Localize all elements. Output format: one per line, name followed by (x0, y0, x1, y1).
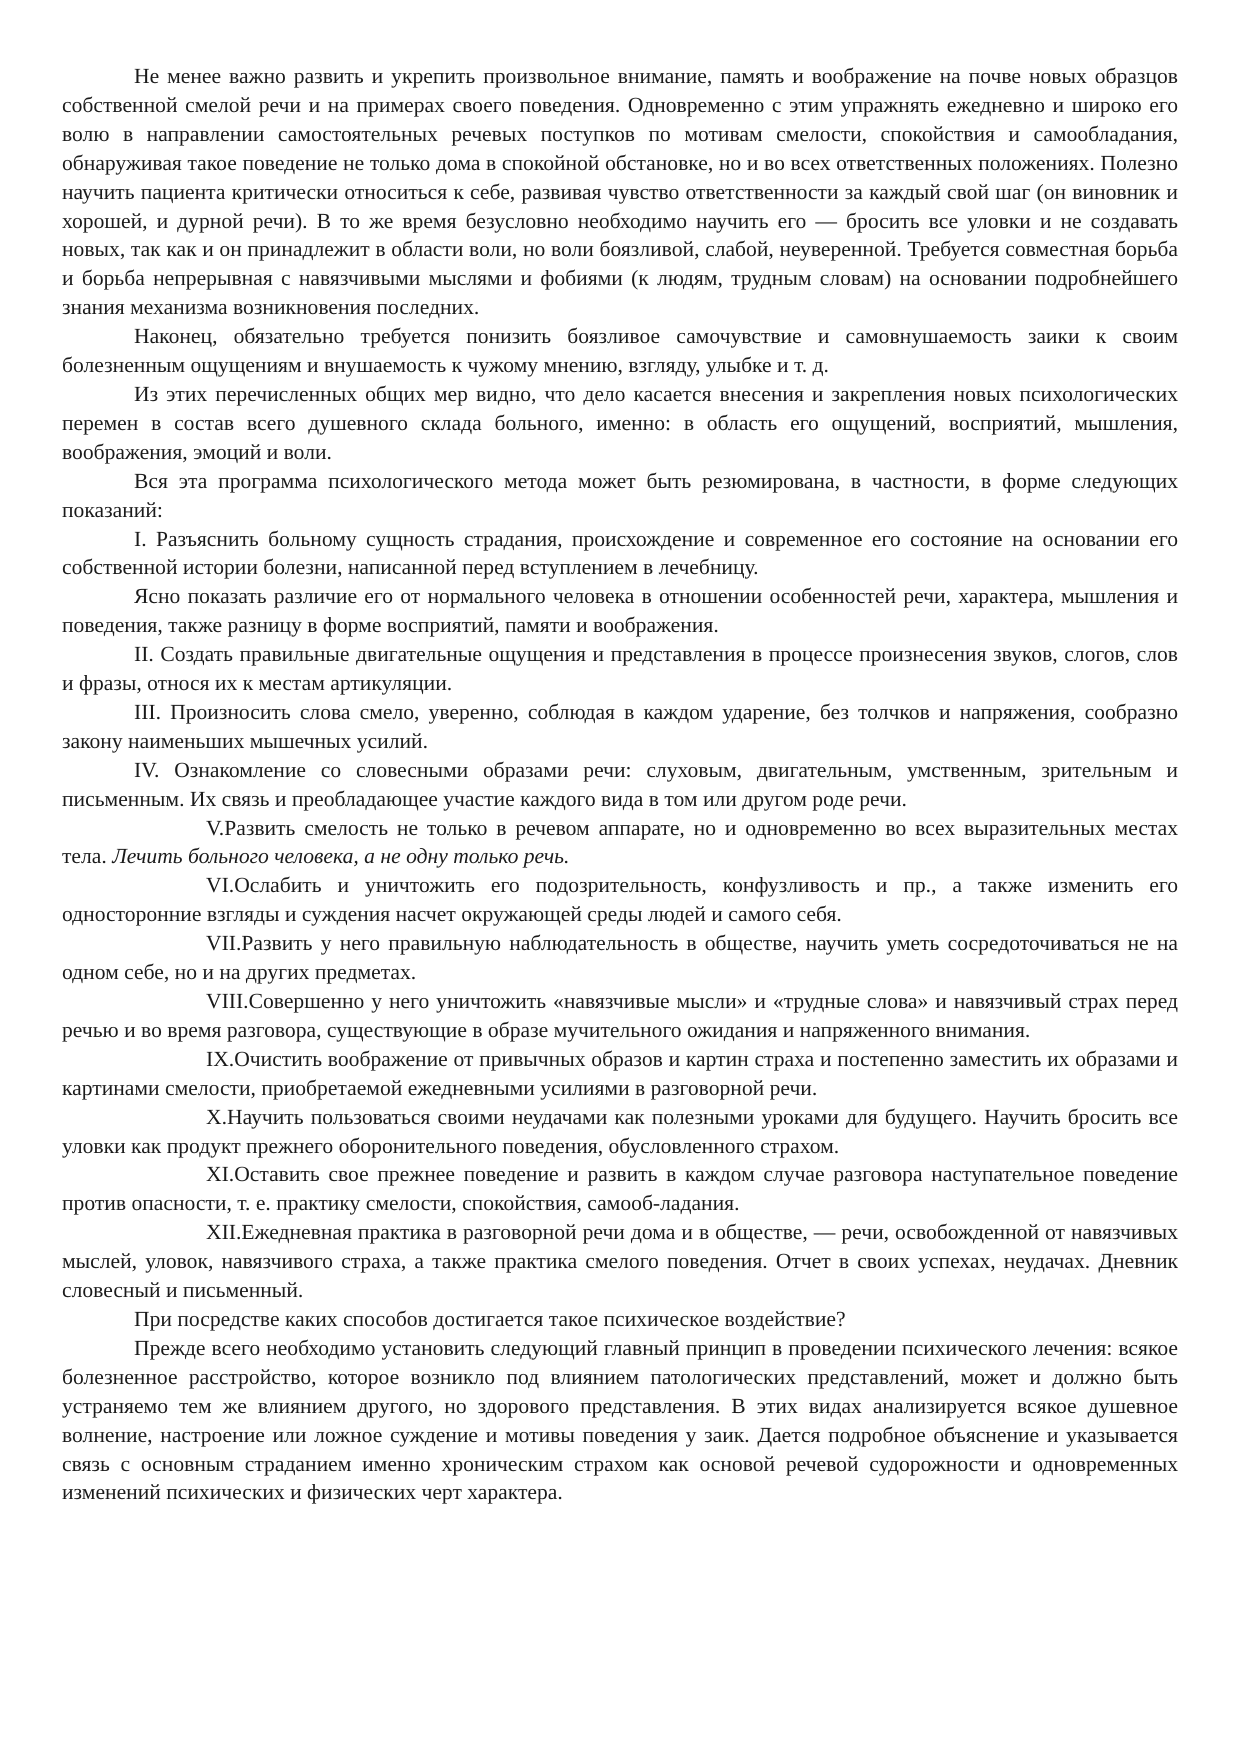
item-ii: II. Создать правильные двигательные ощущения и представления в процессе произнесения звуков, слогов, слов и фразы, относя их к местам артикуляции. (62, 642, 1178, 696)
item-text: Развить смелость не только в речевом аппарате, но и одновременно во всех выразительных местах тела. (62, 815, 1178, 869)
item-xii (62, 1218, 1178, 1305)
item-number: VII. (206, 931, 242, 956)
item-text: Ослабить и уничтожить его подозрительность, конфузливость и пр., а также изменить его односторонние взгляды и суждения насчет окружающей среды людей и самого себя. (62, 873, 1178, 927)
item-text: Очистить воображение от привычных образов и картин страха и постепенно заместить их образами и картинами смелости, приобретаемой ежедневными усилиями в разговорной речи. (62, 1046, 1178, 1100)
item-number: VI. (206, 873, 235, 898)
item-vi (62, 871, 1178, 929)
item-text: Совершенно у него уничтожить «навязчивые мысли» и «трудные слова» и навязчивый страх перед речью и во время разговора, существующие в образе мучительного ожидания и напряженного внимания. (62, 989, 1178, 1042)
document-body (62, 62, 1178, 1507)
item-number: X. (206, 1104, 227, 1129)
item-text: Развить у него правильную наблюдательность в обществе, научить уметь сосредоточиваться не на одном себе, но и на других предметах. (62, 931, 1178, 985)
item-number: IX. (206, 1046, 235, 1071)
paragraph-program-summary: Вся эта программа психологического метода может быть резюмирована, в частности, в форме следующих показаний: (62, 468, 1178, 522)
item-text: Ежедневная практика в разговорной речи дома и в обществе, — речи, освобожденной от навязчивых мыслей, уловок, навязчивого страха, а также практика смелого поведения. Отчет в своих успехах, неудачах. Дневник словесный и письменный. (62, 1220, 1178, 1303)
paragraph-main-principle: Прежде всего необходимо установить следующий главный принцип в проведении психического лечения: всякое болезненное расстройство, которое возникло под влиянием патологических представлений, может и должно быть устраняемо тем же влиянием другого, но здорового представления. В этих видах анализируется всякое душевное волнение, настроение или ложное суждение и мотивы поведения у заик. Дается подробное объяснение и указывается связь с основным страданием именно хроническим страхом как основой речевой судорожности и одновременных изменений психических и физических черт характера. (62, 1335, 1178, 1505)
paragraph-attention-memory: Не менее важно развить и укрепить произвольное внимание, память и воображение на почве новых образцов собственной смелой речи и на примерах своего поведения. Одновременно с этим упражнять ежедневно и широко его волю в направлении самостоятельных речевых поступков по мотивам смелости, спокойствия и самообладания, обнаруживая такое поведение не только дома в спокойной обстановке, но и во всех ответственных положениях. Полезно научить пациента критически относиться к себе, развивая чувство ответственности за каждый свой шаг (он виновник и хорошей, и дурной речи). В то же время безусловно необходимо научить его — бросить все уловки и не создавать новых, так как и он принадлежит в области воли, но воли боязливой, слабой, неуверенной. Требуется совместная борьба и борьба непрерывная с навязчивыми мыслями и фобиями (к людям, трудным словам) на основании подробнейшего знания механизма возникновения последних. (62, 64, 1178, 320)
paragraph-question: При посредстве каких способов достигается такое психическое воздействие? (134, 1306, 846, 1331)
paragraph-suggestibility: Наконец, обязательно требуется понизить боязливое самочувствие и самовнушаемость заики к своим болезненным ощущениям и внушаемость к чужому мнению, взгляду, улыбке и т. д. (62, 324, 1178, 378)
item-ix (62, 1045, 1178, 1103)
item-xi (62, 1160, 1178, 1218)
item-i: I. Разъяснить больному сущность страдания, происхождение и современное его состояние на основании его собственной истории болезни, написанной перед вступлением в лечебницу. (62, 526, 1178, 580)
item-text: Оставить свое прежнее поведение и развить в каждом случае разговора наступательное поведение против опасности, т. е. практику смелости, спокойствия, самооб-ладания. (62, 1162, 1178, 1216)
item-emphasis: Лечить больного человека, а не одну только речь. (112, 844, 570, 869)
item-iv: IV. Ознакомление со словесными образами речи: слуховым, двигательным, умственным, зрительным и письменным. Их связь и преобладающее участие каждого вида в том или другом роде речи. (62, 757, 1178, 811)
item-number: XII. (206, 1220, 242, 1245)
item-vii (62, 929, 1178, 987)
item-text: Научить пользоваться своими неудачами как полезными уроками для будущего. Научить бросить все уловки как продукт прежнего оборонительного поведения, обусловленного страхом. (62, 1104, 1178, 1158)
item-v (62, 814, 1178, 872)
item-x (62, 1103, 1178, 1161)
item-i-continued: Ясно показать различие его от нормального человека в отношении особенностей речи, характера, мышления и поведения, также разницу в форме восприятий, памяти и воображения. (62, 584, 1178, 638)
paragraph-general-measures: Из этих перечисленных общих мер видно, что дело касается внесения и закрепления новых психологических перемен в состав всего душевного склада больного, именно: в область его ощущений, восприятий, мышления, воображения, эмоций и воли. (62, 381, 1178, 464)
item-iii: III. Произносить слова смело, уверенно, соблюдая в каждом ударение, без толчков и напряжения, сообразно закону наименьших мышечных усилий. (62, 699, 1178, 753)
item-number: XI. (206, 1162, 235, 1187)
item-viii (62, 987, 1178, 1045)
item-number: VIII. (206, 989, 249, 1013)
item-number: V. (206, 815, 225, 840)
